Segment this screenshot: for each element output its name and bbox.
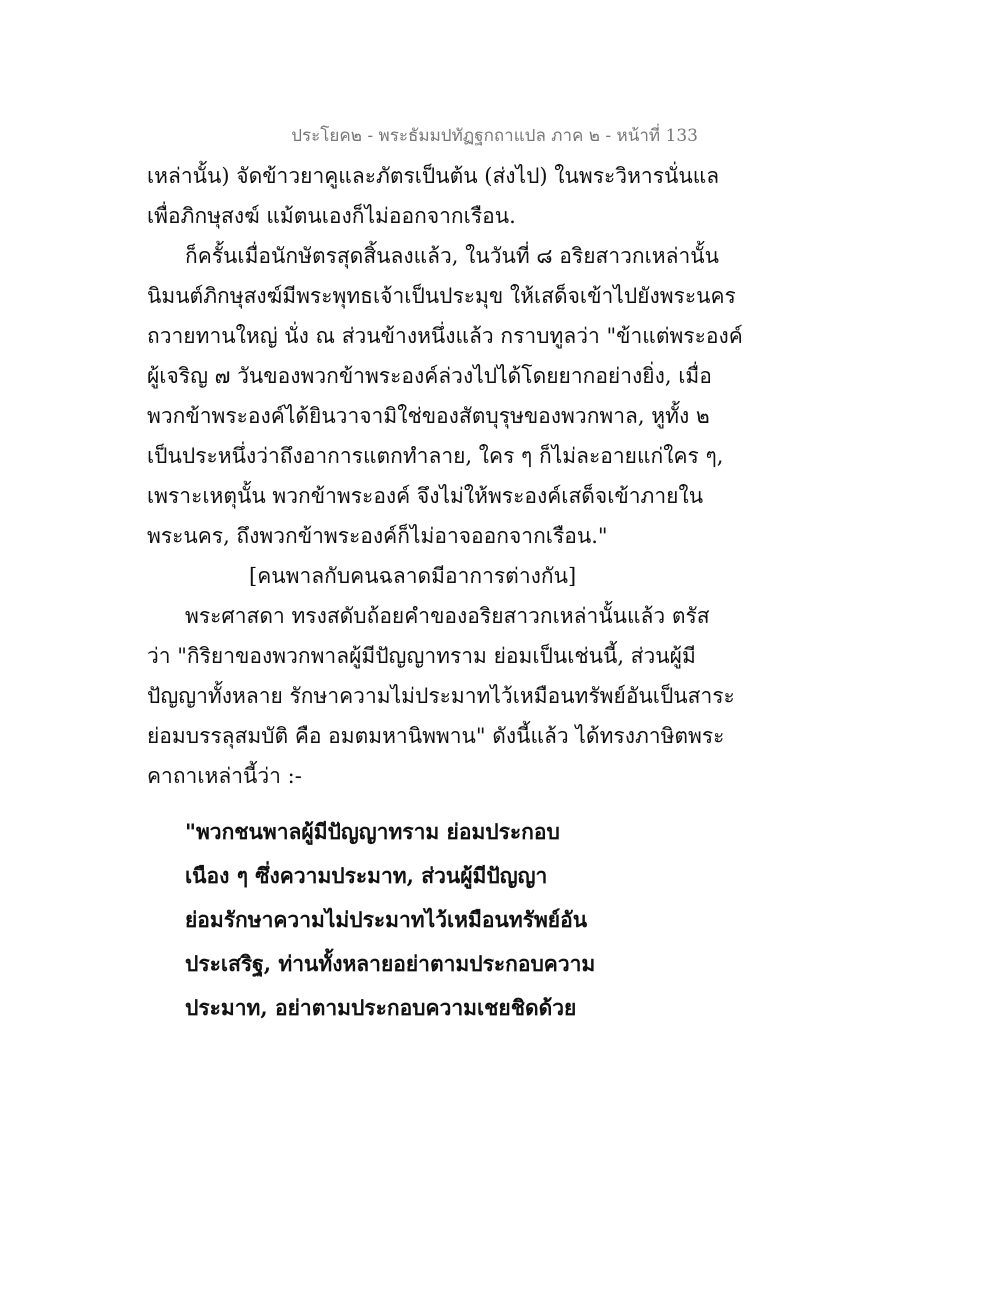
text-line: พวกข้าพระองค์ได้ยินวาจามิใช่ของสัตบุรุษของพวกพาล, หูทั้ง ๒	[147, 404, 710, 428]
text-line: ถวายทานใหญ่ นั่ง ณ ส่วนข้างหนึ่งแล้ว กราบทูลว่า "ข้าแต่พระองค์	[147, 324, 743, 348]
body-text	[147, 156, 743, 1030]
paragraph-festival-end	[147, 236, 743, 556]
text-line: ย่อมบรรลุสมบัติ คือ อมตมหานิพพาน" ดังนี้แล้ว ได้ทรงภาษิตพระ	[147, 724, 725, 748]
verse-line: "พวกชนพาลผู้มีปัญญาทราม ย่อมประกอบ	[185, 819, 560, 844]
section-subheading: [คนพาลกับคนฉลาดมีอาการต่างกัน]	[249, 564, 577, 588]
text-line: พระนคร, ถึงพวกข้าพระองค์ก็ไม่อาจออกจากเรือน."	[147, 524, 608, 548]
text-line: ว่า "กิริยาของพวกพาลผู้มีปัญญาทราม ย่อมเป็นเช่นนี้, ส่วนผู้มี	[147, 644, 696, 668]
text-line: ก็ครั้นเมื่อนักษัตรสุดสิ้นลงแล้ว, ในวันที่ ๘ อริยสาวกเหล่านั้น	[185, 244, 720, 268]
text-line: เพื่อภิกษุสงฆ์ แม้ตนเองก็ไม่ออกจากเรือน.	[147, 204, 516, 228]
verse-line: ประมาท, อย่าตามประกอบความเชยชิดด้วย	[185, 995, 577, 1020]
paragraph-teacher-speech	[147, 596, 735, 796]
verse-line: ประเสริฐ, ท่านทั้งหลายอย่าตามประกอบความ	[185, 951, 596, 976]
verse-line: เนือง ๆ ซึ่งความประมาท, ส่วนผู้มีปัญญา	[185, 863, 548, 888]
text-line: เพราะเหตุนั้น พวกข้าพระองค์ จึงไม่ให้พระองค์เสด็จเข้าภายใน	[147, 484, 704, 508]
text-line: เหล่านั้น) จัดข้าวยาคูและภัตรเป็นต้น (ส่งไป) ในพระวิหารนั่นแล	[147, 164, 720, 188]
text-line: เป็นประหนึ่งว่าถึงอาการแตกทำลาย, ใคร ๆ ก็ไม่ละอายแก่ใคร ๆ,	[147, 444, 724, 468]
text-line: พระศาสดา ทรงสดับถ้อยคำของอริยสาวกเหล่านั้นแล้ว ตรัส	[185, 604, 710, 628]
running-header: ประโยค๒ - พระธัมมปทัฏฐกถาแปล ภาค ๒ - หน้าที่ 133	[291, 126, 698, 146]
text-line: ผู้เจริญ ๗ วันของพวกข้าพระองค์ล่วงไปได้โดยยากอย่างยิ่ง, เมื่อ	[147, 364, 712, 388]
verse-line: ย่อมรักษาความไม่ประมาทไว้เหมือนทรัพย์อัน	[185, 907, 588, 932]
text-line: คาถาเหล่านี้ว่า :-	[147, 764, 302, 788]
text-line: นิมนต์ภิกษุสงฆ์มีพระพุทธเจ้าเป็นประมุข ให้เสด็จเข้าไปยังพระนคร	[147, 284, 736, 308]
verse-block	[147, 810, 707, 1030]
paragraph-continuation	[147, 156, 720, 236]
text-line: ปัญญาทั้งหลาย รักษาความไม่ประมาทไว้เหมือนทรัพย์อันเป็นสาระ	[147, 684, 735, 708]
